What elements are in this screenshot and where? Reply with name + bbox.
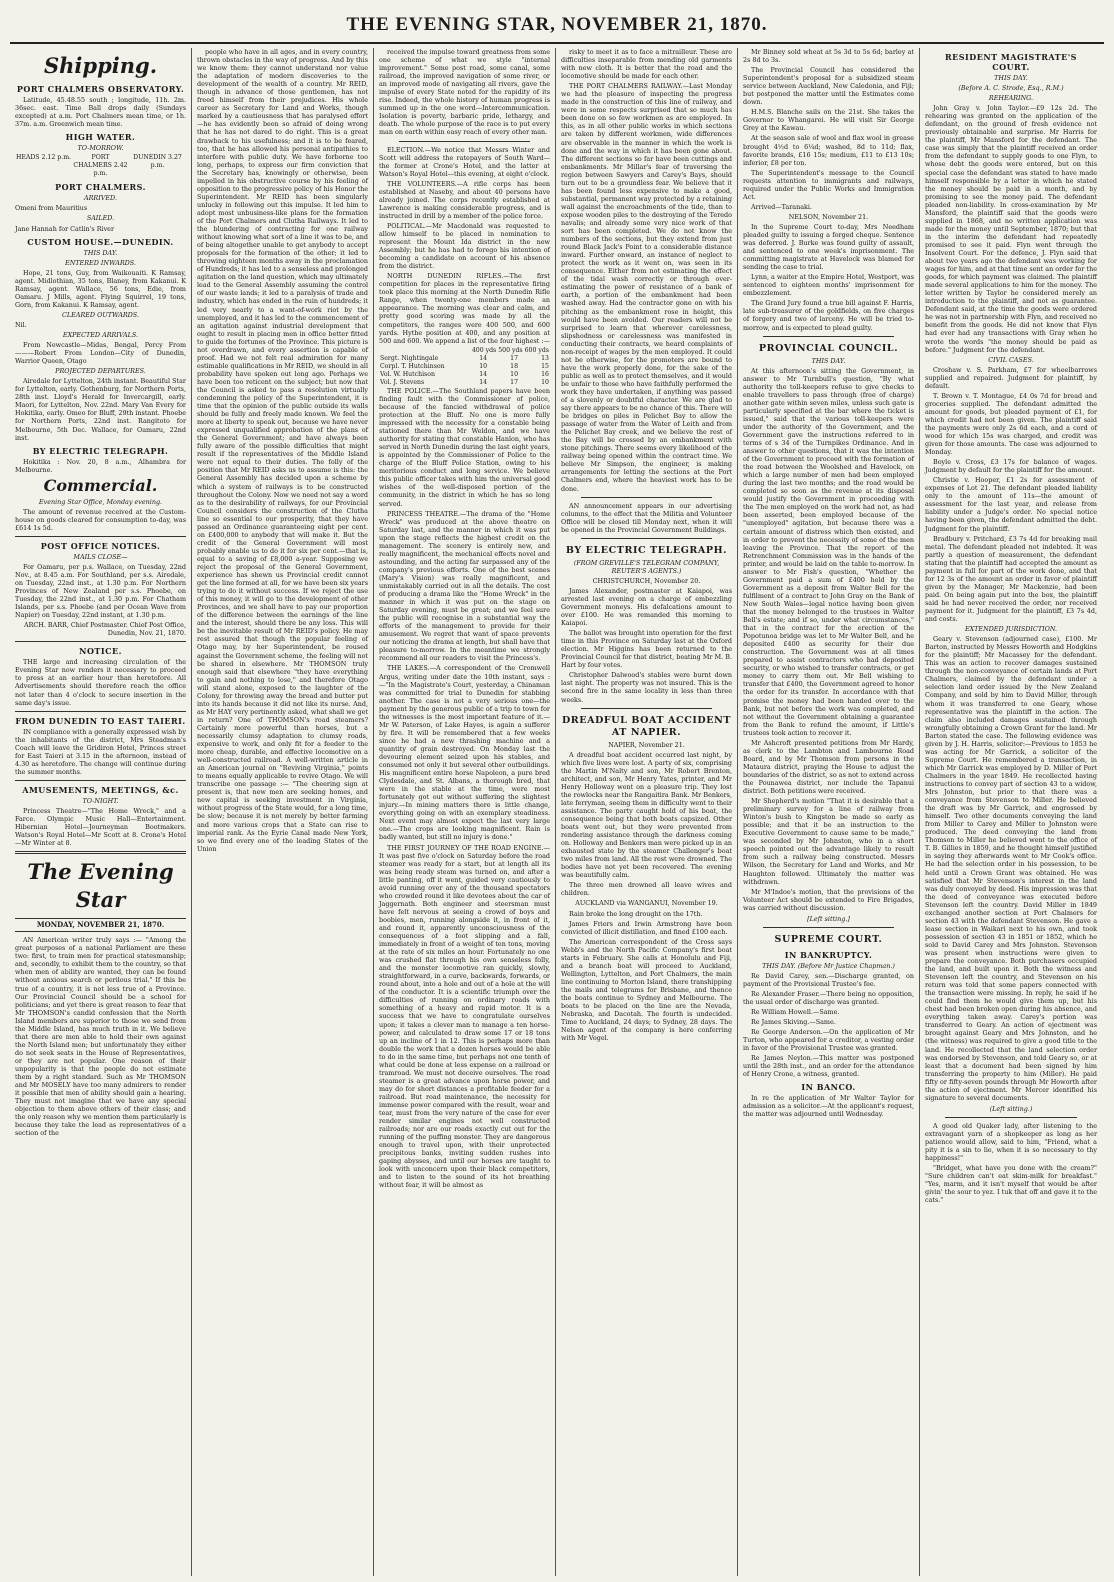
dateline: AUCKLAND via WANGANUI, November 19. (575, 899, 718, 908)
magistrate-before: (Before A. C. Strode, Esq., R.M.) (958, 84, 1064, 93)
article-text: Mr Shepherd's motion "That it is desirable that a preliminary survey for a line of railway from Winton's bush to Kingston be made so early as possible; and that it be an instruction to the Executive Government to cause same to be made," was seconded by Mr Johnston, who in a short speech pointed out the advantage likely to result from such a railway being constructed. Messrs Wilson, the Secretary for Land and Works, and Mr Haughton followed. Ultimately the matter was withdrawn. (743, 797, 914, 886)
boat-accident-heading: DREADFUL BOAT ACCIDENT AT NAPIER. (561, 714, 732, 738)
divider (15, 851, 186, 854)
score-table (379, 347, 550, 387)
council-sub: THIS DAY. (811, 356, 846, 365)
notice-text: THE large and increasing circulation of the Evening Star now renders it necessary to proceed to press at an earlier hour than heretofore. All Advertisements should therefore reach the office not later than 4 o'clock to secure insertion in the same day's issue. (15, 658, 186, 707)
article-text: Christie v. Hooper, £1 2s for assessment of expenses of Lot 21. The defendant pleaded liability only to the amount of 11s—the amount of assessment for the last year, and release from liability under a Judge's order. No special notice having been given, the defendant admitted the debt. Judgment for the plaintiff. (925, 476, 1097, 533)
supreme-heading: SUPREME COURT. (774, 933, 883, 945)
article-text: Rain broke the long drought on the 17th. (569, 909, 703, 918)
masthead-title: THE EVENING STAR, NOVEMBER 21, 1870. (346, 14, 768, 35)
left-sitting: [Left sitting.] (807, 914, 850, 923)
article-railway: THE PORT CHALMERS RAILWAY.—Last Monday we had the pleasure of inspecting the progress made in the construction of this line of railway, and were in some respects surprised that so much has been done on so few workmen as are employed. In this, as in all other public works in which sections are taken by different workmen, wide differences are observable in the manner in which the work is done and the way in which it has been gone about. The different sections so far have been cuttings and embankments. Mr Millar's fear of traversing the region between Sawyers and Carey's Bays, should turn out to be a groundless fear. We believe that it has been found less expensive to make a good, substantial, permanent way protected by a retaining wall against the encroachments of the tide, than to expose wooden piles to the destroying of the Teredo navalis; and already some very nice work of that sort has been completed. We do not know the numbers of the sections, but they extend from just round Black Jack's Point to a considerable distance inward. Further onward, an instance of neglect to protect the work as it went on, was seen in its consequence. Either from not estimating the effect of the tidal wash correctly or through over-estimating the power of resistance of a bank of earth, a portion of the embankment had been washed away. Had the contractor gone on with his pitching as the embankment rose in height, this would have been avoided. Our readers will not be surprised to learn that wherever carelessness, slipshodness or carelessness was manifested in conducting their contracts, we heard complaints of non-receipt of wages by the men employed. It could not be otherwise, for the promoters are bound to have the work properly done, for the sake of the public as well as to protect themselves, and it would be unfair to those who have faithfully performed the work they have undertaken, if anything was passed of a slovenly or doubtful character. We are glad to say there appears to be no chance of this. There will be bridges on piles in Pelichet Bay to allow the passage of water from the Water of Leith and from the Pelichet Bay creek, and we believe the rest of the Bay will be crossed by an embankment with stone pitchings. There seems every likelihood of the railway being opened within the contract time. We believe Mr Simpson, the engineer, is making arrangements for letting the sections at the Port Chalmers end, where the heaviest work has to be done. (561, 82, 732, 493)
article-text: received the impulse toward greatness from some one scheme of what we style "internal improvement." Some post road, some canal, some railroad, the improved navigation of some river, or an improved mode of navigating all rivers, gave the impulse of every State noted for the rapidity of its rise. Indeed, the whole history of human progress is summed up in the one word—Intercommunication. Isolation is poverty, barbaric pride, lethargy, and death. The whole purpose of the race is to put every man on earth within easy reach of every other man. (379, 48, 550, 137)
bankruptcy-heading: IN BANKRUPTCY. (784, 949, 873, 960)
article-text: In the Supreme Court to-day, Mrs Needham pleaded guilty to issuing a forged cheque. Sentence was deferred. J. Burke was found guilty of assault, and sentenced to one week's imprisonment. The committing magistrate at Havelock was blamed for sending the case to trial. (743, 222, 914, 272)
article-text: Lynn, a waiter at the Empire Hotel, Westport, was sentenced to eighteen months' imprisonment for embezzlement. (743, 273, 915, 298)
divider (399, 141, 530, 142)
article-text: At the season sale of wool and flax wool in grease brought 4½d to 6¼d; washed, 8d to 11d; flax, favorite brands, £16 15s; medium, £11 to £13 10s; inferior, £8 per ton. (743, 134, 914, 167)
tide-heads: HEADS 2.12 p.m. (15, 154, 72, 162)
column-1 (10, 48, 192, 1576)
council-heading: PROVINCIAL COUNCIL. (758, 342, 899, 354)
column-4 (556, 48, 738, 1576)
score-c: 16 (541, 370, 549, 378)
commercial-sub: Evening Star Office, Monday evening. (38, 497, 163, 506)
customs-day: THIS DAY. (83, 248, 118, 257)
article-text: The three men drowned all leave wives and children. (561, 881, 732, 898)
article-text: Mr M'Indoe's motion, that the provisions of the Volunteer Act should be extended to Fire Brigades, was carried without discussion. (743, 887, 914, 912)
table-row (379, 355, 550, 363)
score-a: 10 (479, 362, 488, 370)
article-text: T. Brown v. T. Montague, £4 0s 7d for bread and groceries supplied. The defendant admitted the amount for goods, but pleaded payment of £1, for which credit had not been given. The plaintiff said the payments were only 2s 6d each, and a cord of wood for which 15s was charged, and credit was given for those amounts. The case was adjourned to Monday. (925, 391, 1097, 457)
score-b: 17 (510, 378, 519, 386)
article-text: risky to meet it as to face a mitrailleur. These are difficulties inseparable from mending old garments with new cloth. It is better that the road and the locomotive should be made for each other. (561, 48, 732, 81)
tide-dunedin: DUNEDIN 3.27 p.m. (133, 154, 182, 170)
column-3 (374, 48, 556, 1576)
score-header: 400 yds 500 yds 600 yds (471, 346, 549, 354)
tomorrow-label: TO-MORROW. (77, 144, 124, 153)
table-row (379, 363, 550, 371)
article-text: Boyle v. Cross, £3 17s for balance of wages. Judgment by default for the plaintiff for the amount. (925, 458, 1097, 475)
score-c: 10 (541, 378, 549, 386)
article-text: Re James Neylon.—This matter was postponed until the 28th inst., and an order for the attendance of Henry Crone, a witness, granted. (743, 1054, 914, 1079)
article-text: Christopher Dalwood's stables were burnt down last night. The property was not insured. This is the second fire in the same locality in less than three weeks. (561, 671, 732, 704)
column-5 (738, 48, 920, 1576)
entered-label: ENTERED INWARDS. (65, 258, 136, 267)
entered-text: Hope, 21 tons, Guy, from Waikouaiti. K Ramsay, agent. Midlothian, 35 tons, Blaney, from Kakanui. K Ramsay, agent. Wallace, 56 tons, Edie, from Oamaru. J Mills, agent. Flying Squirrel, 19 tons, Gorn, from Kakanui. K Ramsay, agent. (15, 268, 186, 309)
score-b: 18 (510, 362, 519, 370)
article-election: ELECTION.—We notice that Messrs Winter and Scott will address the ratepayers of South Ward—the former at Crone's Hotel, and the latter at Watson's Royal Hotel—this evening, at eight o'clock. (379, 145, 550, 178)
score-a: 14 (479, 370, 488, 378)
article-text: Bradbury v. Pritchard, £3 7s 4d for breaking mail metal. The defendant pleaded not indebted. It was partly a question of measurement, the defendant stating that the plaintiff had accepted the amount as payment in full for part of the work done, and that for 12 3s of the amount an order in favor of plaintiff given by the Manager, Mr Mackenzie, had been paid. On being again put into the box, the plaintiff said he had never received the order, nor received payment for it. Judgment for the plaintiff, £3 7s 4d, and costs. (925, 534, 1097, 624)
table-row (379, 379, 550, 387)
commercial-heading: Commercial. (43, 475, 158, 495)
article-road-engine: THE FIRST JOURNEY OF THE ROAD ENGINE.—It was past five o'clock on Saturday before the road steamer was ready for a start, but at length all its was being ready steam was turned on, and after a little panting, off it went, guided very cautiously to avoid running over any of the thousand spectators who crowded round it like devotees about the car of Jaggernath. Both engineer and steersman must have felt nervous at seeing a crowd of boys and boobies, men, running alongside it, in front of it, and round it, apparently unconsciousness of the consequences of a foot slipping and a fall, immediately in front of a weight of ten tons, moving at the rate of six miles an hour. Fortunately no one was crushed flat through his own senseless folly, and the monster locomotive ran quickly, slowly, straightforward, in a curve, backwards, forwards, or round about, into a hole and out of a hole at the will of the conductor. It is a scientific triumph over the difficulties of running on ordinary roads with something of a heavy and rapid motor. It is a success that we have to congratulate ourselves upon; it takes a clever man to manage a ten horse-power, and calculated to draw some 17 or 18 tons up an incline of 1 in 12. This is perhaps more than double the work that a dozen horses would be able to do in the same time, but perhaps not one tenth of what could be done at less expense on a railroad or tramroad. We must not deceive ourselves. The road steamer is a great advance upon horse power, and may do for short distances a profitable feeder for a railroad. But road maintenance, the necessity for immense power compared with the result, wear and tear, must from the very nature of the case for ever render similar engines not well constructed railroads; nor are our roads exactly cut out for the running of the puffing monster. They are dangerous enough to travel upon, with their unprotected precipitous banks, inviting sudden rushes into gaping abysses, and until our horses are taught to look with unconcern upon their black competitors, and to listen to the sound of its hot breathing without fear, it will be almost as (379, 843, 550, 1190)
cleared-text: Nil. (15, 320, 27, 329)
editorial-continued: people who have in all ages, and in every country, thrown obstacles in the way of progress. And by this we know them: they cannot understand nor value the adaptation of modern discoveries to the development of the wealth of a country. Mr REID, though in advance of those gentlemen, has not freed himself from their prejudices. His whole career as Secretary for Land and Works, though marked by a cautiousness that has paralysed effort—he has evidently been so afraid of doing wrong that he has not dared to do right. This is a great drawback to his usefulness; and it is to be feared, too, that he has allowed his personal antipathies to interfere with public duty. We have forborne too long, perhaps, to express our firm conviction that the Secretary has, knowingly or otherwise, been impelled in his obstructive course by his feeling of opposition to the progressive policy of his Honor the Superintendent. Mr REID has been singularly unlucky in following out this impulse. It led him to adopt most unbusiness-like plans for the formation of the Port Chalmers and Clutha Railways. It led to the blundering of contracting for one railway without knowing what sort of a line it was to be, and of being altogether unable to get anybody to accept proposals for the formation of the other; it led to throwing eighteen months away in the proclamation of Hundreds; it has led to a senseless and prolonged agitation on the land question, which may ultimately lead to the General Assembly assuming the control of our waste lands; it led to a paralysis of trade and industry, which has ended in the ruin of hundreds; it led very nearly to a want-of-work riot by the unemployed, and it has led to the commencement of an agitation against industrial development that ought to result in placing men in office better fitted to guide the fortunes of the Province. This picture is not overdrawn, and every assertion is capable of proof. Had we not felt real admiration for many estimable qualifications in Mr REID, we should in all probability have spoken out long ago. Perhaps we have been too reticent on the subject; but now that the Council is asked to pass a resolution virtually condemning the policy of the Superintendent, it is time that the opinion of the public outside its walls should be fully and freely made known. We feel the more at liberty to speak out, because we have never expressed unqualified approbation of the plans of the General Government; and have always been fully aware of the possible difficulties that might result if the representatives of the Middle Island were not equal to their duties. The folly of the position that Mr REID asks us to assume is this: the General Assembly has decided upon a scheme by which a system of railways is to be constructed throughout the Colony. Now we need not say a word as to the desirability of railways, for our Provincial Council considers the construction of the Clutha line so essential to our prosperity, that they have passed an Ordinance guaranteeing eight per cent. on £400,000 to anybody that will make it. But the credit of the General Government will most probably enable us to do it for six per cent.—that is, equal to a saving of £8,000 a-year. Supposing we reject the proposal of the General Government, experience has shewn us Provincial credit cannot get the line formed at all, for we have been six years trying to do it without success. If we reject the use of this money, it will go to the development of other Provinces, and we shall have to pay our proportion of the difference between the earnings of the line and the interest, should there be any loss. This will be the inevitable result of Mr REID's policy. He may rest assured that though the popular feeling of Otago may, by her Superintendent, be roused against the Government scheme, the feeling will not be shared in elsewhere. Mr THOMSON truly enough said that elsewhere "they have everything to gain and nothing to lose," and therefore Otago will stand alone, exposed to the laughter of the Colony, for throwing away the bread and butter put into its hands because it did not like its nurse. And, as Mr HAY very pertinently asked, what shall we get in return? One of THOMSON's road steamers? Certainly more powerful than horses, but a necessarily clumsy adaptation to clumsy roads, expensive to work, and only fit for a feeder to the more cheap, durable, and effective locomotive on a well-constructed railroad. A well-written article in an American journal on "Reviving Virginia," points to means equally applicable to revive Otago. We will transcribe one passage :— "The cheering sign at present is, that new men are seeking homes, and new capital is seeking investment in Virginia, without progress of the State would, for a long time, be slow; because it is not merely by better farming and more various crops that a State can rise to imperial rank. As the Eyrie Canal made New York, so we find every one of the leading States of the Union (197, 48, 368, 853)
sailed-label: SAILED. (86, 214, 115, 223)
divider (945, 1117, 1077, 1118)
left-sitting: (Left sitting.) (989, 1104, 1033, 1113)
article-rifles: NORTH DUNEDIN RIFLES.—The first competition for places in the representative firing took place this morning at the North Dunedin Rifle Range, when twenty-one members made an appearance. The morning was clear and calm, and pretty good scoring was made by all the competitors, the ranges were 400 500, and 600 yards. Hythe position at 400, and any position at 500 and 600. We append a list of the four highest :— (379, 272, 550, 345)
article-text: Mr Ashcroft presented petitions from Mr Hardy, as clerk to the Lambton and Lambourne Road Board, and by Mr Thomson from persons in the Mataura district, praying the House to adjust the boundaries of the district, so as not to extend across the Pounawea district, nor include the Tapanui district. Both petitions were received. (743, 738, 914, 796)
bankruptcy-sub: THIS DAY. (Before Mr Justice Chapman.) (762, 961, 895, 970)
civil-label: CIVIL CASES. (988, 355, 1034, 364)
cleared-label: CLEARED OUTWARDS. (62, 310, 139, 319)
arrived-text: Omeni from Mauritius (15, 204, 88, 213)
article-political: POLITICAL.—Mr Macdonald was requested to allow himself to be placed in nomination to represent the Mount Ida district in the new Assembly; but he has had to forego his intention of becoming a candidate on account of his absence from the district. (379, 221, 550, 271)
article-text: James Friers and Irwin Armstrong have been convicted of illicit distillation, and fined £100 each. (561, 919, 732, 936)
article-text: The Superintendent's message to the Council requests attention to immigrants and railways, required under the Public Works and Immigration Act. (743, 168, 914, 201)
divider (581, 708, 712, 709)
score-c: 15 (541, 362, 549, 370)
divider (763, 336, 894, 337)
article-police: THE POLICE.—The Southland papers have been finding fault with the Commissioner of police, because of the fancied withdrawal of police protection at the Bluff. No one is more fully impressed with the necessity for a constable being stationed there than Mr Weldon, and we have authority for stating that constable Hanlon, who has served in North Dunedin during the last eight years, is appointed by the Commissioner of Police to the charge of the Bluff Police Station, owing to his meritorious conduct and long service. We believe this public officer takes with him the universal good wishes of the well-disposed portion of the community, in the district in which he has so long served. (379, 386, 550, 508)
telegraph-sub: (FROM GREVILLE'S TELEGRAM COMPANY, REUTER'S AGENTS.) (573, 558, 720, 575)
article-text: A good old Quaker lady, after listening to the extravagant yarn of a shopkeeper as long as her patience would allow, said to him, "Friend, what a pity it is a sin to lie, when it is so necessary to thy happiness!" (925, 1121, 1097, 1163)
commercial-text: The amount of revenue received at the Custom-house on goods cleared for consumption to-day, was £614 1s 5d. (15, 507, 186, 532)
paper-date: MONDAY, NOVEMBER 21, 1870. (15, 918, 186, 932)
taieri-text: IN compliance with a generally expressed wish by the inhabitants of the district, Mrs Steadman's Coach will leave the Gridiron Hotel, Princes street for East Taieri at 3.15 in the afternoon, instead of 4.30 as heretofore. The change will continue during the summer months. (15, 727, 186, 776)
divider (15, 711, 186, 712)
article-text: Arrived—Taranaki. (751, 202, 812, 211)
paper-title: The Evening Star (27, 859, 174, 913)
post-heading: POST OFFICE NOTICES. (40, 540, 161, 551)
expected-text: From Newcastle—Midas, Bengal, Percy From ———Robert From London—City of Dunedin, Warrior Queen, Otago (15, 341, 186, 366)
shipping-heading: Shipping. (43, 53, 158, 78)
article-text: "Bridget, what have you done with the cream?" "Sure children can't eat skim-milk for breakfast." "Yes, marm, and it isn't myself that would be after givin' the sour to yez. I tuk that off and gave it to the cats." (925, 1164, 1097, 1205)
notice-heading: NOTICE. (79, 646, 122, 657)
score-c: 13 (541, 354, 549, 362)
score-a: 14 (479, 354, 488, 362)
article-text: James Alexander, postmaster at Kaiapoi, was arrested last evening on a charge of embezzling Government moneys. His defalcations amount to over £100. He was remanded this morning to Kaiapoi. (561, 586, 732, 628)
sailed-text: Jane Hannah for Catlin's River (15, 224, 115, 233)
score-b: 10 (510, 370, 519, 378)
customs-heading: CUSTOM HOUSE.—DUNEDIN. (27, 236, 174, 247)
magistrate-day: THIS DAY. (994, 74, 1028, 82)
divider (15, 641, 186, 642)
article-text: The Provincial Council has considered the Superintendent's proposal for a subsidized steam service between Auckland, New Caledonia, and Fiji; but postponed the matter until the Estimates come down. (743, 66, 914, 107)
dateline: NELSON, November 21. (788, 212, 869, 221)
rehearing-label: REHEARING. (988, 94, 1034, 103)
article-text: The ballot was brought into operation for the first time in this Province on Saturday last at the Oxford election. Mr Higgins has been returned to the Provincial Council for that district, beating Mr M. B. Hart by four votes. (561, 629, 732, 670)
port-heading: PORT CHALMERS. (55, 182, 146, 193)
table-row (379, 371, 550, 379)
score-name: Sergt. Nightingale (380, 354, 439, 362)
article-theatre: PRINCESS THEATRE.—The drama of the "Home Wreck" was produced at the above theatre on Saturday last, and the manner in which it was put upon the stage reflects the highest credit on the management. The scenery is entirely new, and really magnificent, the mechanical effects novel and astounding, and the acting far surpassed any of the company's previous efforts. One of the best scenes (Mary's Vision) was really magnificent, and unmistakably carried out in all the details. The cost of producing a drama like the "Home Wreck" in the manner in which it was put on the stage on Saturday evening, must be great; and we feel sure the public will recognise in a substantial way the efforts of the management to provide for their amusement. We regret that want of space prevents our noticing the drama at length, but shall have that pleasure to-morrow. In the meantime we strongly recommend all our readers to visit the Princess's. (379, 509, 550, 663)
article-text: Re William Howell.—Same. (751, 1008, 840, 1017)
article-text: John Gray v. John Taylor.—£9 12s 2d. The rehearing was granted on the application of the defendant, on the ground of fresh evidence not previously obtainable and surprise. Mr Harris for the plaintiff, Mr Mansford for the defendant. The case was simply that the plaintiff received an order from the defendant to supply goods to one Flyn, to whose debt the goods were entered, but on this special case the defendant was stated to have made himself responsible by a letter in which he stated the money should be paid in a month, and by promising to see the money paid. The defendant pleaded non-liability. In cross-examination by Mr Mansford, the plaintiff said that the goods were supplied in 1868, and no written application was made for the money until September, 1870; but that in the interim the defendant had repeatedly promised to see it paid. Flyn went through the Insolvent Court. For the defence, J. Flyn said that about two years ago the defendant was working for wages for him, and at that time sent an order for the goods, for which payment was claimed. The plaintiff made several applications to him for the money. The letter written by Taylor he considered merely an introduction to the plaintiff, and not as guarantee. Defendant said, at the time the goods were ordered he was not in partnership with Flyn, and received no benefit from the goods. He did not know that Flyn had ever had any transactions with Gray when he wrote the words "the money should be paid as before." Judgment for the defendant. (925, 104, 1097, 354)
taieri-heading: FROM DUNEDIN TO EAST TAIERI. (15, 715, 186, 726)
article-text: Re David Carey, sen.—Discharge granted, on payment of the Provisional Trustee's fee. (743, 971, 914, 988)
article-text: At this afternoon's sitting the Government, in answer to Mr Turnbull's question, "By what authority the toll-keepers refuse to give checks to enable travellers to pass through (free of charge) another gate within seven miles, unless such gate is particularly specified at the bar where the ticket is issued," said that the various toll-keepers were under the authority of the Government, and the Government gave the instructions referred to in terms of s 34 of the Turnpikes Ordinance. And in answer to other questions, that it was the intention of the Government to proceed with the formation of the road between the Woolshed and Havelock, on which a large number of men had been employed during the last two months; and the road would be completed so soon as the revenue at its disposal would justify the Government in proceeding with the The men employed on the work had not, as had been asserted, been employed because of the "unemployed" agitation, but because there was a certain amount of distress which then existed, and in order to prevent the necessity of some of the men leaving the Province. That the report of the Retrenchment Commission was in the hands of the printer, and would be laid on the table to-morrow. In answer to Mr Fish's question, "Whether the Government paid a sum of £400 held by the Government as a deposit from Walter Bell for the fulfilment of a contract to John Gray on the Bank of New South Wales—legal notice having been given that the money belonged to the trustees in Walter Bell's estate; and if so, under what circumstances," that in the contract for the erection of the Popotunoa bridge was let to Mr Walter Bell, and he deposited £400 as security for their due construction. The Government was at all times prepared to assist contractors who had deposited security, or who wished to transfer contracts, or get money to carry them out. Mr Bell wishing to transfer that £400, the Government agreed to honor the order for its transfer. In accordance with that promise the money had been handed over to the Bank, but not before the work was completed, and not without the Government obtaining a guarantee from the Bank to refund the amount, if Little's trustees took action to recover it. (743, 366, 914, 737)
masthead (10, 8, 1104, 44)
telegraph-text: Hokitika : Nov. 20, 8 a.m., Alhambra for Melbourne. (15, 457, 186, 474)
divider (15, 780, 186, 781)
divider (763, 927, 894, 928)
projected-label: PROJECTED DEPARTURES. (55, 367, 146, 376)
telegraph-heading: BY ELECTRIC TELEGRAPH. (32, 445, 169, 456)
amusements-text: Princess Theatre—"The Home Wreck," and a Farce. Olympic Music Hall—Entertainment. Hibernian Hotel—Journeyman Bootmakers. Watson's Royal Hotel—Mr Scott at 8. Crone's Hotel—Mr Winter at 8. (15, 806, 186, 848)
dateline: CHRISTCHURCH, November 20. (592, 576, 701, 585)
divider (15, 536, 186, 537)
article-text: Re Alexander Fraser.—There being no opposition, the usual order of discharge was granted. (743, 989, 914, 1006)
column-6 (920, 48, 1102, 1576)
amusements-heading: AMUSEMENTS, MEETINGS, &c. (22, 784, 179, 795)
article-text: Croshaw v. S. Parkham, £7 for wheelbarrows supplied and repaired. Judgment for plaintiff, by default. (925, 365, 1097, 390)
high-water-heading: HIGH WATER. (65, 132, 136, 143)
extended-label: EXTENDED JURISDICTION. (964, 625, 1058, 634)
post-sub: MAILS CLOSE— (73, 552, 128, 561)
arrived-label: ARRIVED. (84, 194, 117, 203)
observatory-text: Latitude, 45.48.55 south ; longitude, 11h. 2m. 36sec. east. Time Ball drops daily (Sundays excepted) at a.m. Port Chalmers mean time, or 1h. 37m. a.m. Greenwich mean time. (15, 96, 186, 129)
divider (581, 497, 712, 498)
article-text: Re James Skiving.—Same. (751, 1018, 836, 1027)
tonight-label: TO-NIGHT. (82, 796, 119, 805)
magistrate-heading: RESIDENT MAGISTRATE'S COURT. (945, 52, 1077, 72)
score-name: Vol. W. Hutchison (380, 370, 435, 378)
article-text: Geary v. Stevenson (adjourned case), £100. Mr Barton, instructed by Messrs Howorth and Hodgkins for the plaintiff; Mr Macassey for the defendant. This was an action to recover damages sustained through the non-conveyance of certain lands at Port Chalmers, claimed by the defendant under a selection land order issued by the New Zealand Company, and sold by him to David Miller, through whom it was transferred to one Geary, whose representative was the plaintiff in the action. The claim also included damages sustained through wrongfully obtaining a Crown Grant for the land. Mr Barton stated the case. The following evidence was given by J. H. Harris, solicitor:—Previous to 1853 he was acting for Mr Garrick, a solicitor of the Supreme Court. He remembered a transaction, in which Mr Garrick was employed by D. Miller of Port Chalmers in the year 1849. He recollected having instructions to convey part of section 43 to a widow, Mrs Johnston, but prior to that there was a conveyance from Stevenson to Miller. He believed the draft was by Mr Garrick, and engrossed by himself. Two other documents conveying the land from Miller to Carey and Miller to Johnston were produced. The deed conveying the land from Thomson to Miller he believed went to the office of T. B. Gillies in 1859, and he thought himself justified in saying they afterwards went to Mr Cook's office. He had the selection order in his possession, to be held until a Crown Grant was obtained. He was satisfied that Mr Stevenson's interest in the land was duly conveyed by deed. His impression was that the deed of conveyance was executed before Stevenson left the country. David Miller in 1849 exchanged another section at Port Chalmers for section 43 with the defendant Stevenson. He gave a lease section in Waikari next to his own, and took possession of section 43 in 1851 or 1852, which he sold to David Carey and Mrs Johnston. Stevenson was present when instructions were given to prepare the conveyance. Both purchasers occupied the land, and built upon it. Both the witness and Stevenson left the country, and Stevenson on his return was told that some papers connected with the transaction were missing. In reply, he said if he could find them he would give them up, but his chest had been broken open during his absence, and everything taken away. Carey's portion was transferred to Geary. An action of ejectment was brought against Geary and Mrs Johnston, and he (the witness) was required to give a good title to the land. He recollected that the land selection order was endorsed by Stevenson, and told Geary so, or at least that a document had been signed by him transferring the property to him (Miller). He paid fifty or fifty-seven pounds through Mr Howorth after the action of ejectment. Mr Mercer identified his signature to several documents. (925, 635, 1097, 1102)
score-b: 17 (510, 354, 519, 362)
dateline: NAPIER, November 21. (608, 740, 685, 749)
editorial-text: AN American writer truly says :— "Among the great purposes of a national Parliament are these two: first, to train men for practical statesmanship; and, secondly, to exhibit them to the country, so that when men of ability are wanted, they can be found without anxious search or perilous trial." If this be true of a country, it is not less true of a Province. Our Provincial Council should be a school for politicians; and yet there is great reason to fear that Mr THOMSON's candid confession that the North Island members are superior to those we send from the Middle Island, has much truth in it. We believe that there are men able to hold their own against the North Island men; but unfortunately they either do not seek seats in the House of Representatives, or they are not popular. One reason of their unpopularity is that the people do not estimate them by a right standard. Such as Mr THOMSON and Mr MOSELY have too many admirers to render it possible that men of ability should gain a hearing. They must not imagine that we have any special objection to them above others of their class; and the only reason why we mention them particularly is because they take the lead as representatives of a section of the (15, 936, 186, 1138)
article-text: The Grand Jury found a true bill against F. Harris, late sub-treasurer of the goldfields, on five charges of forgery and two of larceny. He will be tried to-morrow, and is expected to plead guilty. (743, 299, 914, 332)
column-2 (192, 48, 374, 1576)
article-lakes: THE LAKES.—A correspondent of the Cromwell Argus, writing under date the 10th instant, says :—"In the Magistrate's Court, yesterday, a Chinaman was committed for trial to Dunedin for stabbing another. The case is not a very serious one—the payment by the generous public of a trip to town for the witnesses is the most important feature of it.—Mr W. Paterson, of Lake Hayes, is again a sufferer by fire. It will be remembered that a few weeks since he had a new thrashing machine and a quantity of grain destroyed. On Monday last the devouring element seized upon his stables, and consumed not only it but several other outbuildings. His magnificent entire horse Napoleon, a pure bred Clydesdale, and St. Albans, a thorough bred, that were in the stable at the time, were most fortunately got out without suffering the slightest injury.—In mining matters there is little change, everything going on with an exemplary steadiness. Next event may almost expect the last very large one.—The crops are looking magnificent. Rain is badly wanted, but still no injury is done." (379, 664, 550, 842)
article-text: H.M.S. Blanche sails on the 21st. She takes the Governor to Whangarei. He will visit Sir George Grey at the Kawau. (743, 108, 914, 133)
article-text: A dreadful boat accident occurred last night, by which five lives were lost. A party of six, comprising the Martin M'Nalty and son, Mr Robert Brenton, architect, and son, Mr Henry Yates, printer, and Mr Henry Holloway went on a pleasure trip. They lost the rowlocks near the Rangaitira Bank. Mr Benkers, late ferryman, seeing them in difficulty went to their assistance. The party caught hold of his boat, the consequence being that both boats capsized. Other boats went out, but they were prevented from rendering assistance through the darkness coming on. Holloway and Benkers man were picked up in an exhausted state by the steamer Challenger's boat two miles from land. All the rest were drowned. The bodies have not yet been recovered. The evening was beautifully calm. (561, 750, 732, 880)
post-text: For Oamaru, per p.s. Wallace, on Tuesday, 22nd Nov., at 8.45 a.m. For Southland, per s.s. Airedale, on Tuesday, 22nd inst., at 1.30 p.m. For Northern Provinces of New Zealand per s.s. Phoebe, on Tuesday, the 22nd inst., at 1.30 p.m. For Chatham Islands, per s.s. Phoebe (and per Ocean Wave from Napier) on Tuesday, 22nd instant, at 1.30 p.m. (15, 562, 186, 620)
article-text: Mr Binney sold wheat at 5s 3d to 5s 6d; barley at 2s 8d to 3s. (743, 48, 914, 65)
article-announcement: AN announcement appears in our advertising columns, to the effect that the Militia and Volunteer Office will be closed till Monday next, when it will be opened in the Provincial Government Buildings. (561, 501, 732, 534)
expected-label: EXPECTED ARRIVALS. (62, 330, 139, 339)
article-text: The American correspondent of the Cross says Webb's and the North Pacific Company's first boat starts in February. She calls at Honolulu and Fiji, and a branch boat will proceed to Auckland, Wellington, Lyttelton, and Port Chalmers, the main line continuing to Morton Island, there transhipping the mails and telegrams for Brisbane, and thence the boats continue to Sydney and Melbourne. The boats to be placed on the line are the Nevada, Nebraska, and Dacotah. The fourth is undecided. Time to Auckland, 24 days; to Sydney, 28 days. The Nelson agent of the company is here conferring with Mr Vogel. (561, 937, 732, 1043)
score-name: Corpl. T. Hutchinson (380, 362, 445, 370)
score-name: Vol. J. Stevens (380, 378, 425, 386)
score-a: 14 (479, 378, 488, 386)
tide-table (15, 154, 186, 178)
post-sign: ARCH. BARR, Chief Postmaster. Chief Post Office, Dunedin, Nov. 21, 1870. (23, 621, 186, 638)
article-text: Re George Anderson.—On the application of Mr Turton, who appeared for a creditor, a vesting order in favor of the Provisional Trustee was granted. (743, 1028, 914, 1053)
observatory-heading: PORT CHALMERS OBSERVATORY. (16, 84, 185, 94)
projected-text: Airedale for Lyttelton, 24th instant. Beautiful Star for Lyttelton, early. Gothenburg, for Northern Ports, 28th inst. Lloyd's Herald for Invercargill, early. Maori, for Lyttelton, Nov. 22nd. Mary Van Every for Hokitika, early. Omeo for Bluff, 29th instant. Phoebe for Northern Ports, 22nd inst. Rangitoto for Melbourne, 5th Dec. Wallace, for Oamaru, 22nd inst. (15, 377, 186, 442)
in-banco-heading: IN BANCO. (801, 1082, 856, 1093)
columns (10, 48, 1104, 1576)
tide-port: PORT CHALMERS 2.42 p.m. (73, 154, 128, 178)
article-volunteers: THE VOLUNTEERS.—A rifle corps has been established at Naseby, and about 40 persons have already joined. The corps recently established at Lawrence is making considerable progress, and is instructed in drill by a member of the police force. (379, 179, 550, 220)
article-text: In re the application of Mr Walter Taylor for admission as a solicitor.—At the applicant's request, the matter was adjourned until Wednesday. (743, 1094, 914, 1119)
telegraph-heading: BY ELECTRIC TELEGRAPH. (565, 544, 728, 556)
divider (581, 538, 712, 539)
